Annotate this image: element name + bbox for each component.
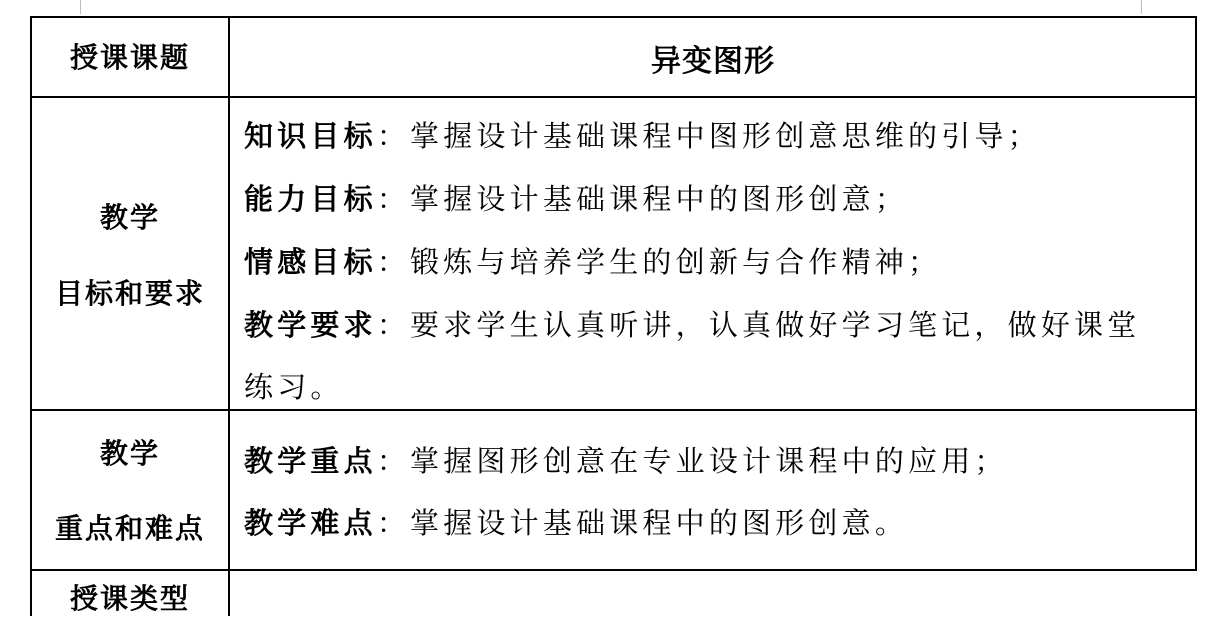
knowledge-text: ：掌握设计基础课程中图形创意思维的引导； bbox=[376, 119, 1041, 153]
ruler-guide-right bbox=[1141, 0, 1142, 14]
table-border-top bbox=[30, 16, 1197, 18]
requirement-key: 教学要求 bbox=[244, 308, 377, 342]
table-border-row3 bbox=[30, 569, 1197, 571]
topic-title: 异变图形 bbox=[651, 44, 775, 79]
key-point-text: ：掌握图形创意在专业设计课程中的应用； bbox=[376, 444, 1008, 478]
ability-key: 能力目标 bbox=[244, 182, 377, 216]
objective-requirement-cont: 练习。 bbox=[244, 370, 344, 404]
emotion-key: 情感目标 bbox=[244, 245, 377, 279]
class-type-label: 授课类型 bbox=[69, 582, 190, 615]
focus-label-line1: 教学 bbox=[99, 437, 160, 470]
key-point bbox=[244, 441, 1194, 481]
table-border-right bbox=[1195, 16, 1197, 571]
topic-label: 授课课题 bbox=[69, 41, 190, 74]
knowledge-key: 知识目标 bbox=[244, 119, 377, 153]
table-border-row2 bbox=[30, 409, 1197, 411]
emotion-text: ：锻炼与培养学生的创新与合作精神； bbox=[376, 245, 942, 279]
difficulty-key: 教学难点 bbox=[244, 506, 377, 540]
table-border-middle bbox=[228, 16, 230, 616]
objective-emotion bbox=[244, 242, 1194, 282]
objective-ability bbox=[244, 179, 1194, 219]
requirement-text: ：要求学生认真听讲，认真做好学习笔记，做好课堂 bbox=[376, 308, 1141, 342]
objective-knowledge bbox=[244, 116, 1194, 156]
difficulty-point bbox=[244, 503, 1194, 543]
ability-text: ：掌握设计基础课程中的图形创意； bbox=[376, 182, 909, 216]
focus-label-line2: 重点和难点 bbox=[54, 512, 205, 545]
key-point-key: 教学重点 bbox=[244, 444, 377, 478]
ruler-guide-left bbox=[80, 0, 81, 14]
objectives-label-line1: 教学 bbox=[99, 201, 160, 234]
objectives-label-line2: 目标和要求 bbox=[54, 277, 205, 310]
table-border-row1 bbox=[30, 96, 1197, 98]
objective-requirement bbox=[244, 305, 1194, 345]
difficulty-text: ：掌握设计基础课程中的图形创意。 bbox=[376, 506, 909, 540]
